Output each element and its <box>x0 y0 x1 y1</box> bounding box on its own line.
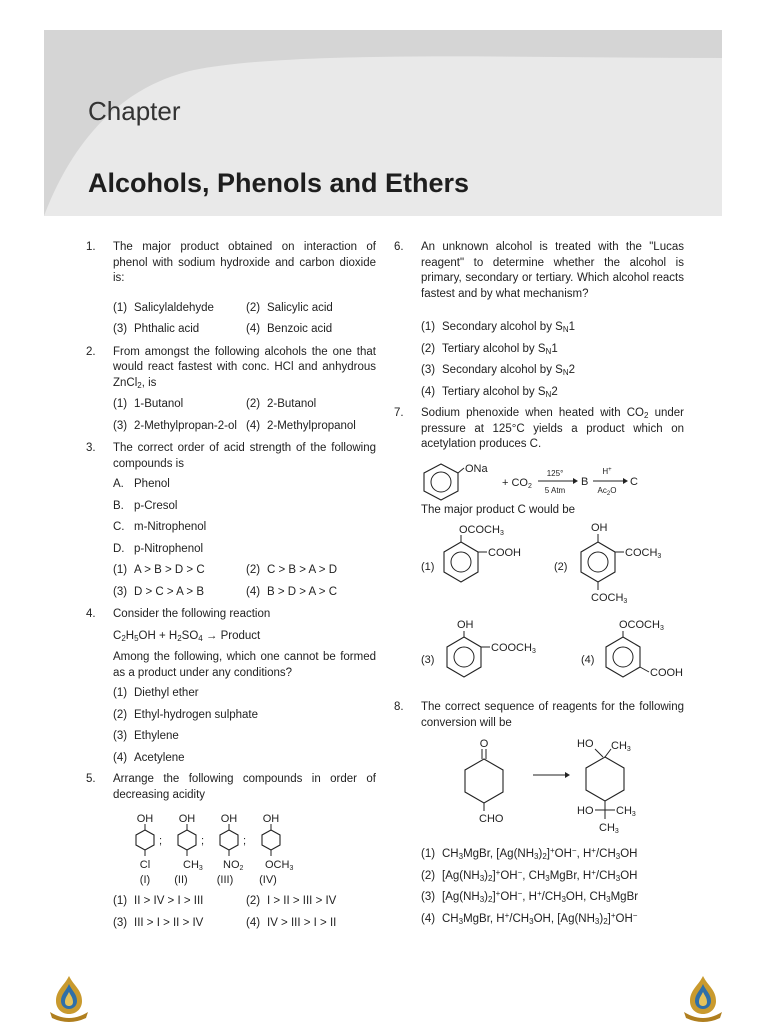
svg-text:OCOCH3: OCOCH3 <box>619 619 664 632</box>
institute-emblem-icon <box>46 974 92 1022</box>
svg-text:(1): (1) <box>421 561 435 573</box>
question-7 <box>394 406 684 700</box>
option-4: (4) Benzoic acid <box>246 323 333 335</box>
option-3: (3) Ethylene <box>113 730 179 742</box>
option-1: (1) 1-Butanol <box>113 398 184 410</box>
option-3: (3) Secondary alcohol by $S_N2$ <box>421 364 576 377</box>
question-subtext: The major product C would be <box>421 503 576 516</box>
compound-b: B. p-Cresol <box>113 499 178 512</box>
svg-text:;: ; <box>201 835 205 847</box>
svg-text:125°: 125° <box>546 468 564 478</box>
svg-text:OH: OH <box>262 813 280 825</box>
svg-text:(4): (4) <box>581 654 595 666</box>
question-text: The correct sequence of reagents for the following conversion will be <box>421 701 684 729</box>
option-4: (4) $CH_3MgBr$, $H^+/CH_3OH$, $[Ag(NH_3)_2]^+OH^-$ <box>421 910 638 926</box>
option-3: (3) D > C > A > B <box>113 585 204 598</box>
option-2: (2) C > B > A > D <box>246 564 337 576</box>
option-2: (2) I > II > III > IV <box>246 895 337 907</box>
question-number: 7. <box>394 407 404 419</box>
option-1: (1) A > B > D > C <box>113 564 205 576</box>
option-1: (1) Diethyl ether <box>113 687 199 699</box>
svg-text:OH: OH <box>136 813 154 825</box>
conversion-scheme <box>453 735 673 843</box>
option-4: (4) B > D > A > C <box>246 585 337 598</box>
svg-text:;: ; <box>159 835 163 847</box>
option-4: (4) IV > III > I > II <box>246 916 337 929</box>
svg-text:COOH: COOH <box>650 667 683 679</box>
product-structures-diagram <box>421 520 711 700</box>
option-2: (2) $[Ag(NH_3)_2]^+OH^-$, $CH_3MgBr$, $H^+/CH_3OH$ <box>421 867 638 883</box>
svg-text:(I): (I) <box>139 874 151 886</box>
svg-text:C: C <box>630 475 638 488</box>
option-2: (2) Tertiary alcohol by $S_N1$ <box>421 342 558 356</box>
question-5 <box>86 772 376 931</box>
question-number: 6. <box>394 241 404 253</box>
options-list <box>113 686 376 766</box>
svg-text:5 Atm: 5 Atm <box>544 485 566 495</box>
option-3: (3) Phthalic acid <box>113 323 200 335</box>
question-1 <box>86 240 376 338</box>
question-text: Sodium phenoxide when heated with $CO_2$ under pressure at 125°C yields a product which on acetylation produces C. <box>421 407 684 450</box>
question-3 <box>86 441 376 600</box>
question-number: 2. <box>86 345 96 358</box>
question-2 <box>86 345 376 435</box>
svg-text:(II): (II) <box>174 874 188 886</box>
left-column <box>86 240 376 931</box>
options-grid <box>113 301 376 338</box>
options-list <box>421 320 684 400</box>
reaction-equation: $C_2H_5OH + H_2SO_4$ → Product <box>113 629 261 643</box>
svg-text:CH3: CH3 <box>611 740 631 753</box>
svg-text:OCOCH3: OCOCH3 <box>459 524 504 537</box>
option-3: (3) III > I > II > IV <box>113 916 204 929</box>
question-subtext: Among the following, which one cannot be formed as a product under any conditions? <box>113 651 376 679</box>
option-3: (3) $[Ag(NH_3)_2]^+OH^-$, $H^+/CH_3OH$, $CH_3MgBr$ <box>421 889 639 904</box>
question-text: The correct order of acid strength of the following compounds is <box>113 442 376 470</box>
institute-emblem-icon <box>680 974 726 1022</box>
option-4: (4) Tertiary alcohol by $S_N2$ <box>421 385 558 399</box>
question-text: The major product obtained on interaction of phenol with sodium hydroxide and carbon dioxide is: <box>113 241 376 284</box>
svg-text:NO2: NO2 <box>223 859 244 872</box>
svg-text:H+: H+ <box>602 466 612 476</box>
options-grid <box>113 563 376 600</box>
chapter-title: Alcohols, Phenols and Ethers <box>88 168 470 198</box>
question-number: 1. <box>86 241 96 253</box>
option-2: (2) Ethyl-hydrogen sulphate <box>113 708 259 721</box>
svg-text:OH: OH <box>591 522 608 534</box>
question-text: From amongst the following alcohols the one that would react fastest with conc. HCl and anhydrous ZnCl$_2$, is <box>113 345 376 390</box>
question-number: 3. <box>86 442 96 454</box>
option-3: (3) 2-Methylpropan-2-ol <box>113 419 237 432</box>
option-1: (1) Secondary alcohol by $S_N1$ <box>421 321 576 334</box>
svg-text:B: B <box>581 475 589 488</box>
svg-text:Ac2O: $Ac_2O$ <box>597 485 617 497</box>
svg-text:ONa: ONa <box>465 462 488 475</box>
option-1: (1) II > IV > I > III <box>113 895 204 907</box>
chapter-label: Chapter <box>88 96 181 126</box>
question-number: 8. <box>394 701 404 713</box>
svg-text:CH3: CH3 <box>183 859 203 872</box>
question-text: Consider the following reaction <box>113 608 271 620</box>
svg-text:(IV): (IV) <box>259 874 277 886</box>
phenol-structures-diagram <box>127 812 327 890</box>
svg-text:CH3: CH3 <box>599 822 619 835</box>
svg-text:COOH: COOH <box>488 547 521 559</box>
options-list <box>421 847 684 927</box>
compound-a: A. Phenol <box>113 478 170 490</box>
svg-text:OCH3: OCH3 <box>265 859 294 872</box>
question-text: An unknown alcohol is treated with the "Lucas reagent" to determine whether the alcohol is primary, secondary or tertiary. Which alcohol reacts fastest and by what mechanism? <box>421 241 684 300</box>
options-grid <box>113 397 376 434</box>
question-6 <box>394 240 684 400</box>
question-8 <box>394 700 684 927</box>
reaction-scheme <box>421 459 661 501</box>
svg-text:CH3: CH3 <box>616 805 636 818</box>
svg-text:HO: HO <box>577 805 594 817</box>
svg-text:OH: OH <box>178 813 196 825</box>
svg-text:COOCH3: COOCH3 <box>491 642 536 655</box>
option-1: (1) Salicylaldehyde <box>113 301 214 314</box>
compound-list <box>113 477 376 557</box>
compound-d: D. p-Nitrophenol <box>113 542 204 555</box>
option-1: (1) $CH_3MgBr$, $[Ag(NH_3)_2]^+OH^-$, $H^+/CH_3OH$ <box>421 846 638 861</box>
svg-text:(III): (III) <box>216 874 234 886</box>
svg-text:COCH3: COCH3 <box>625 547 662 560</box>
question-4 <box>86 607 376 766</box>
svg-text:;: ; <box>243 835 247 847</box>
svg-text:OH: OH <box>220 813 238 825</box>
svg-text:OH: OH <box>457 619 474 631</box>
option-4: (4) Acetylene <box>113 751 185 764</box>
option-4: (4) 2-Methylpropanol <box>246 419 356 432</box>
option-2: (2) Salicylic acid <box>246 301 333 314</box>
svg-text:O: O <box>479 738 489 750</box>
svg-text:COCH3: COCH3 <box>591 592 628 605</box>
svg-text:(3): (3) <box>421 654 435 666</box>
svg-text:CHO: CHO <box>479 813 504 825</box>
svg-text:HO: HO <box>577 738 594 750</box>
options-grid <box>113 894 376 931</box>
svg-text:Cl: Cl <box>139 859 151 871</box>
svg-text:(2): (2) <box>554 561 568 573</box>
question-text: Arrange the following compounds in order of decreasing acidity <box>113 773 376 801</box>
question-number: 5. <box>86 773 96 785</box>
compound-c: C. m-Nitrophenol <box>113 521 207 533</box>
question-number: 4. <box>86 608 96 620</box>
option-2: (2) 2-Butanol <box>246 398 317 410</box>
svg-text:+ CO2: + CO2 <box>502 476 532 490</box>
right-column <box>394 240 684 933</box>
